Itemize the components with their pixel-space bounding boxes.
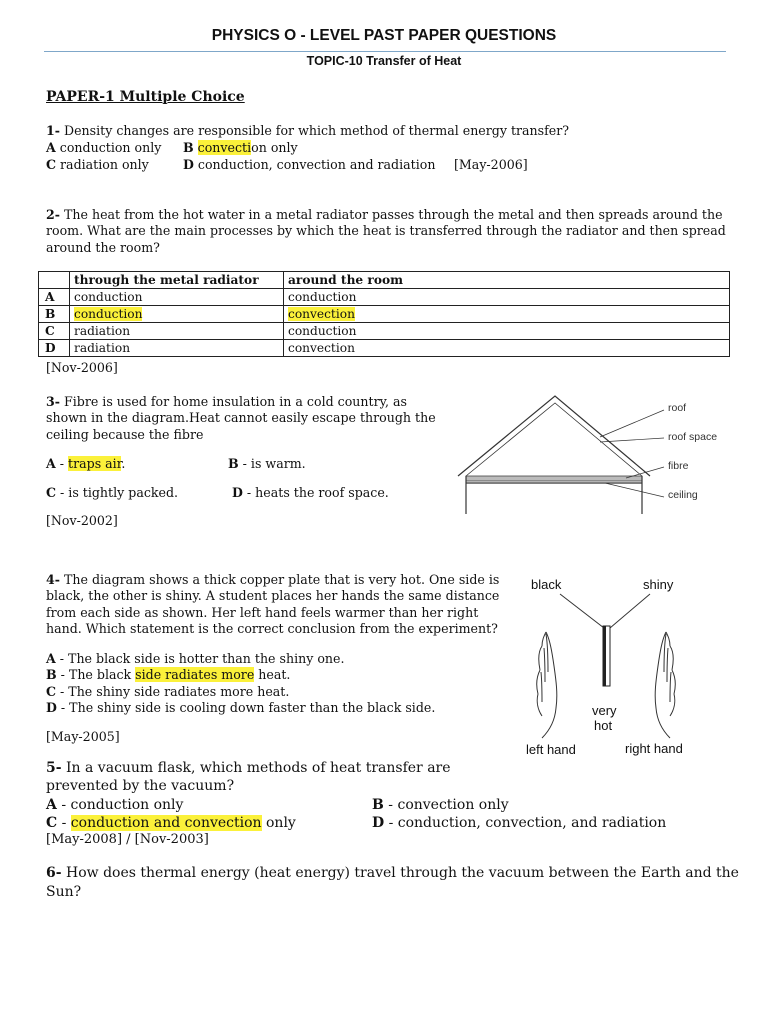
q3-stem-line3: ceiling because the fibre <box>46 427 204 442</box>
table-header-cell: around the room <box>284 272 730 289</box>
q3-reference: [Nov-2002] <box>46 513 118 528</box>
q5-option-c <box>46 815 296 831</box>
q4-option-d-text: - The shiny side is cooling down faster than the black side. <box>56 700 436 715</box>
shiny-pointer <box>610 594 650 628</box>
q3-stem-line1 <box>46 394 407 409</box>
q2-stem-line3: around the room? <box>46 240 160 255</box>
ceiling-pointer <box>605 483 664 497</box>
q4-option-c-text: - The shiny side radiates more heat. <box>56 684 290 699</box>
table-cell: radiation <box>70 340 284 357</box>
q4-option-a-text: - The black side is hotter than the shiny one. <box>55 651 345 666</box>
table-cell <box>70 306 284 323</box>
table-header-cell <box>39 272 70 289</box>
q4-stem-line2: black, the other is shiny. A student places her hands the same distance <box>46 588 500 603</box>
q3-option-a-dash: - <box>55 456 69 471</box>
q4-option-b <box>46 667 290 682</box>
q3-line1-text: Fibre is used for home insulation in a cold country, as <box>60 394 408 409</box>
table-cell: B <box>39 306 70 323</box>
table-cell: A <box>39 289 70 306</box>
table-cell: conduction <box>284 289 730 306</box>
q6-stem-line2: Sun? <box>46 884 82 900</box>
page-title: PHYSICS O - LEVEL PAST PAPER QUESTIONS <box>211 27 557 44</box>
q1-option-b-key: B <box>183 140 194 155</box>
q5-option-c-dash: - <box>57 815 71 831</box>
roof-label: roof <box>668 402 687 414</box>
q4-option-d <box>46 700 435 715</box>
q2-stem-line2: room. What are the main processes by which the heat is transferred through the radiator and then spread <box>46 223 726 238</box>
q6-line1-text: How does thermal energy (heat energy) travel through the vacuum between the Earth and the <box>61 865 739 881</box>
fibre-pointer <box>626 467 664 478</box>
q4-option-a-key: A <box>46 651 56 666</box>
shiny-label: shiny <box>643 577 674 592</box>
table-cell: conduction <box>70 289 284 306</box>
q1-option-b-highlight: convecti <box>197 140 252 155</box>
roof-space-pointer <box>600 438 664 442</box>
q5-option-b <box>372 797 509 813</box>
q3-option-c-key: C <box>46 485 57 500</box>
q1-text: Density changes are responsible for which method of thermal energy transfer? <box>60 123 570 138</box>
q1-option-a <box>46 140 161 155</box>
q2-stem-line1 <box>46 207 723 222</box>
q3-option-d-text: - heats the roof space. <box>242 485 389 500</box>
q2-reference: [Nov-2006] <box>46 360 118 375</box>
q3-number: 3- <box>46 394 60 409</box>
roof-space-label: roof space <box>668 431 718 443</box>
table-cell <box>284 306 730 323</box>
q3-stem-line2: shown in the diagram.Heat cannot easily escape through the <box>46 410 436 425</box>
ceiling-label: ceiling <box>668 489 698 501</box>
q4-reference: [May-2005] <box>46 729 120 744</box>
q4-stem-line1 <box>46 572 499 587</box>
q4-number: 4- <box>46 572 60 587</box>
q2-line1-text: The heat from the hot water in a metal radiator passes through the metal and then spreads around the <box>60 207 723 222</box>
q5-option-c-text: only <box>261 815 296 831</box>
table-row <box>39 289 730 306</box>
q5-stem-line1 <box>46 760 451 776</box>
q4-option-b-rest: heat. <box>254 667 291 682</box>
q4-stem-line3: from each side as shown. Her left hand feels warmer than her right <box>46 605 479 620</box>
left-hand-label: left hand <box>526 742 576 757</box>
black-label: black <box>531 577 562 592</box>
q3-option-a-text: . <box>121 456 126 471</box>
table-header-row <box>39 272 730 289</box>
q1-stem <box>46 123 569 138</box>
q1-option-c <box>46 157 149 172</box>
q6-stem-line1 <box>46 865 739 881</box>
q4-stem-line4: hand. Which statement is the correct conclusion from the experiment? <box>46 621 498 636</box>
black-pointer <box>560 594 604 628</box>
left-hand-outline <box>537 632 557 738</box>
table-cell-highlight: convection <box>288 307 355 321</box>
q3-option-a <box>46 456 125 471</box>
q4-option-a <box>46 651 345 666</box>
q4-option-c-key: C <box>46 684 57 699</box>
q4-line1-text: The diagram shows a thick copper plate that is very hot. One side is <box>60 572 500 587</box>
table-cell: conduction <box>284 323 730 340</box>
q4-option-b-text: - The black <box>56 667 136 682</box>
q3-option-c-text: - is tightly packed. <box>56 485 179 500</box>
q5-stem-line2: prevented by the vacuum? <box>46 778 235 794</box>
q3-option-d <box>232 485 389 500</box>
table-row <box>39 323 730 340</box>
hot-label: hot <box>594 718 613 733</box>
q5-option-c-key: C <box>46 815 58 831</box>
q1-option-d-text: conduction, convection and radiation <box>193 157 436 172</box>
q2-options-table <box>38 271 730 357</box>
q5-option-a-text: - conduction only <box>56 797 184 813</box>
very-label: very <box>592 703 617 718</box>
q5-option-d-text: - conduction, convection, and radiation <box>384 815 667 831</box>
q5-option-d-key: D <box>372 815 385 831</box>
table-cell: C <box>39 323 70 340</box>
q3-option-b <box>228 456 306 471</box>
header-rule <box>44 51 726 52</box>
q3-option-a-highlight: traps air <box>68 456 122 471</box>
q3-option-b-text: - is warm. <box>238 456 306 471</box>
q1-number: 1- <box>46 123 60 138</box>
fibre-layer <box>466 476 642 481</box>
table-cell: D <box>39 340 70 357</box>
q1-reference: [May-2006] <box>454 157 528 172</box>
table-cell-highlight: conduction <box>74 307 143 321</box>
q3-option-a-key: A <box>46 456 56 471</box>
right-hand-label: right hand <box>625 741 683 756</box>
q1-option-d-key: D <box>183 157 194 172</box>
q4-option-b-key: B <box>46 667 57 682</box>
q2-number: 2- <box>46 207 60 222</box>
q6-number: 6- <box>46 865 62 881</box>
q3-option-d-key: D <box>232 485 243 500</box>
topic-title: TOPIC-10 Transfer of Heat <box>306 54 462 68</box>
table-cell: convection <box>284 340 730 357</box>
q1-option-b <box>183 140 298 155</box>
q1-option-c-key: C <box>46 157 57 172</box>
section-title: PAPER-1 Multiple Choice <box>46 89 245 105</box>
table-cell: radiation <box>70 323 284 340</box>
q5-option-b-key: B <box>372 797 384 813</box>
q5-option-d <box>372 815 666 831</box>
q4-option-c <box>46 684 289 699</box>
q3-option-b-key: B <box>228 456 239 471</box>
q3-option-c <box>46 485 178 500</box>
q5-reference: [May-2008] / [Nov-2003] <box>46 832 209 847</box>
q1-option-d <box>183 157 435 172</box>
roof-pointer <box>600 410 664 437</box>
q5-number: 5- <box>46 760 62 776</box>
q5-option-a-key: A <box>46 797 57 813</box>
q1-option-b-text: on only <box>251 140 298 155</box>
table-row <box>39 306 730 323</box>
q5-option-c-highlight: conduction and convection <box>70 815 262 831</box>
q1-option-a-text: conduction only <box>55 140 162 155</box>
q4-option-d-key: D <box>46 700 57 715</box>
right-hand-outline <box>655 632 675 738</box>
q1-option-c-text: radiation only <box>56 157 149 172</box>
copper-plate-black-side <box>603 626 606 686</box>
q4-option-b-highlight: side radiates more <box>135 667 255 682</box>
q5-option-a <box>46 797 183 813</box>
roof-inner-outline <box>466 403 642 476</box>
q5-option-b-text: - convection only <box>383 797 509 813</box>
table-header-cell: through the metal radiator <box>70 272 284 289</box>
table-row <box>39 340 730 357</box>
roof-outline <box>458 396 650 476</box>
q1-option-a-key: A <box>46 140 56 155</box>
q5-line1-text: In a vacuum flask, which methods of heat transfer are <box>61 760 451 776</box>
fibre-label: fibre <box>668 460 689 472</box>
